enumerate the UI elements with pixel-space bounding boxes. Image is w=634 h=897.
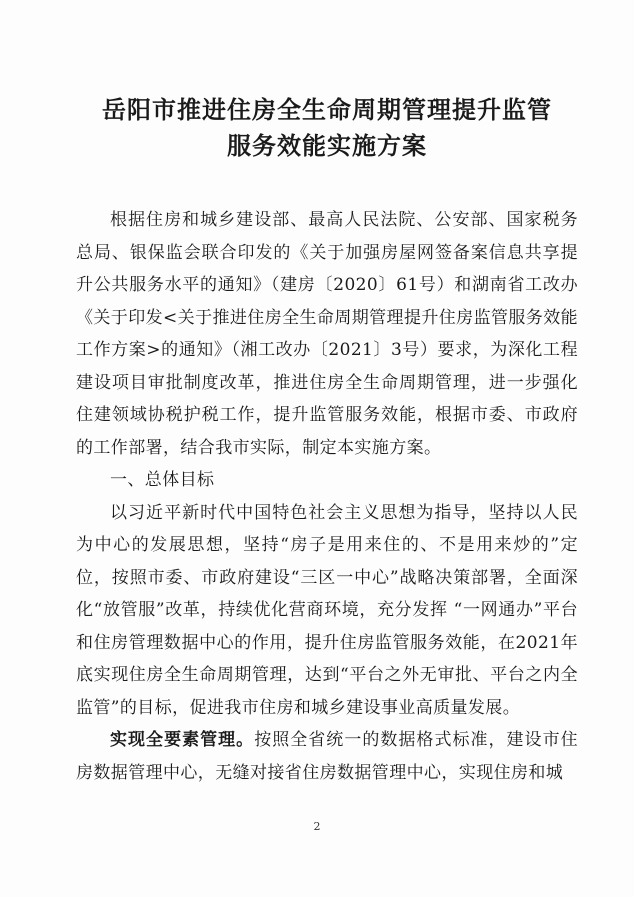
- item-body-text: 按照全省统一的数据格式标准，建设市住房数据管理中心，无缝对接省住房数据管理中心，实现住房和城: [76, 730, 579, 783]
- overall-goal-paragraph: 以习近平新时代中国特色社会主义思想为指导，坚持以人民为中心的发展思想，坚持“房子是用来住的、不是用来炒的”定位，按照市委、市政府建设“三区一中心”战略决策部署，全面深化“放管服”改革，持续优化营商环境，充分发挥 “一网通办”平台和住房管理数据中心的作用，提升住房监管服务效能，在2021年底实现住房全生命周期管理，达到“平台之外无审批、平台之内全监管”的目标，促进我市住房和城乡建设事业高质量发展。: [76, 502, 578, 718]
- title-line-2: 服务效能实施方案: [227, 132, 427, 160]
- document-title: [76, 92, 578, 164]
- full-element-management-paragraph: [76, 724, 578, 789]
- document-body: [76, 204, 578, 789]
- page-number: 2: [313, 820, 321, 833]
- title-line-1: 岳阳市推进住房全生命周期管理提升监管: [102, 96, 552, 124]
- item-lead-text: 实现全要素管理。: [110, 730, 255, 750]
- intro-paragraph: 根据住房和城乡建设部、最高人民法院、公安部、国家税务总局、银保监会联合印发的《关于加强房屋网签备案信息共享提升公共服务水平的通知》（建房〔2020〕61号）和湖南省工改办《关于印发<关于推进住房全生命周期管理提升住房监管服务效能工作方案>的通知》（湘工改办〔2021〕3号）要求，为深化工程建设项目审批制度改革，推进住房全生命周期管理，进一步强化住建领域协税护税工作，提升监管服务效能，根据市委、市政府的工作部署，结合我市实际，制定本实施方案。: [76, 210, 578, 458]
- section-heading-overall-goal: 一、总体目标: [110, 470, 215, 490]
